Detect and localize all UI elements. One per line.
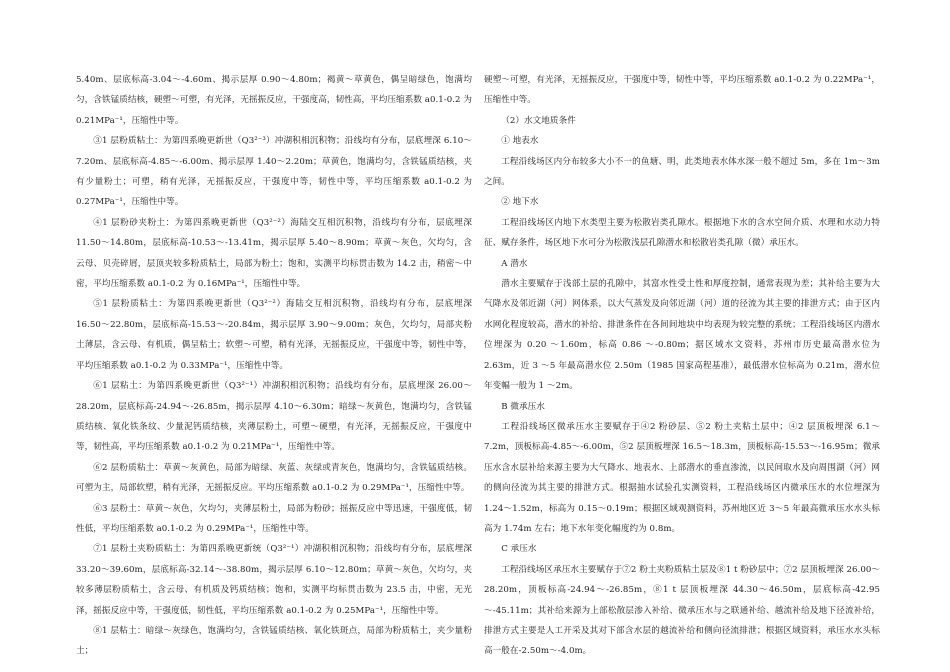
section-heading: （2）水文地质条件 (501, 115, 576, 126)
paragraph: ③1 层粉质粘土：为第四系晚更新世（Q3²⁻³）冲湖积相沉积物；沿线均有分布，层底埋深 6.10～7.20m、层底标高-4.85～-6.00m、揭示层厚 1.40～2.20m；草黄色，饱满均匀，含铁锰质结核，夹有少量粉土；可塑，稍有光泽，无摇振反应，干强度中等，韧性中等，平均压缩系数 a0.1-0.2 为 0.27MPa⁻¹，压缩性中等。 (76, 136, 472, 208)
paragraph: ⑦1 层粉土夹粉质粘土：为第四系晚更新统（Q3²⁻¹）冲湖积相沉积物；沿线均有分布，层底埋深 33.20～39.60m，层底标高-32.14～-38.80m，揭示层厚 6.10～12.80m；草黄～灰色，欠均匀，夹较多薄层粉质粘土，含云母、有机质及钙质结核；饱和，实测平均标贯击数为 23.5 击，中密，无光泽，摇振反应中等，干强度低，韧性低，平均压缩系数 a0.1-0.2 为 0.25MPa⁻¹，压缩性中等。 (76, 544, 472, 616)
right-column (484, 70, 880, 662)
paragraph: ⑥3 层粉土：草黄～灰色，欠均匀，夹薄层粉土，局部为粉砂；摇振反应中等迅速，干强度低，韧性低，平均压缩系数 a0.1-0.2 为 0.29MPa⁻¹，压缩性中等。 (76, 503, 472, 534)
subsection-heading: ① 地表水 (501, 136, 539, 147)
subsection-heading: B 微承压水 (501, 401, 545, 412)
paragraph: 工程沿线场区内分布较多大小不一的鱼塘、明，此类地表水体水深一般不超过 5m，多在 1m～3m 之间。 (484, 156, 880, 188)
paragraph: 工程沿线场区承压水主要赋存于⑦2 粉土夹粉质粘土层及⑧1 t 粉砂层中；⑦2 层顶板埋深 26.00～28.20m，顶板标高-24.94～-26.85m，⑧1 t 层顶板埋深 44.30～46.50m，层底标高-42.95～-45.11m；其补给来源为上部松散层渗入补给、微承压水与之联通补给、越流补给及地下径流补给，排泄方式主要是人工开采及其对下部含水层的越流补给和侧向径流排泄；根据区域资料，承压水水头标高一般在-2.50m～-4.0m。 (484, 564, 880, 657)
paragraph: ⑥1 层粘土：为第四系晚更新世（Q3²⁻¹）冲湖积相沉积物；沿线均有分布，层底埋深 26.00～28.20m，层底标高-24.94～-26.85m，揭示层厚 4.10～6.30m；暗绿～灰黄色，饱满均匀，含铁锰质结核、氧化铁条纹、少量泥钙质结核，夹薄层粉土，可塑～硬塑，有光泽，无摇振反应，干强度中等，韧性高，平均压缩系数 a0.1-0.2 为 0.21MPa⁻¹，压缩性中等。 (76, 381, 472, 453)
left-column (76, 70, 472, 662)
paragraph: ⑥2 层粉质粘土：草黄～灰黄色，局部为暗绿、灰蓝、灰绿或青灰色，饱满均匀，含铁锰质结核。可塑为主，局部软塑，稍有光泽，无摇振反应。平均压缩系数 a0.1-0.2 为 0.29MPa⁻¹，压缩性中等。 (76, 462, 472, 494)
paragraph: ⑧1 层粘土：暗绿～灰绿色，饱满均匀，含铁锰质结核、氧化铁斑点，局部为粉质粘土，夹少量粉土； (76, 625, 472, 657)
subsection-heading: C 承压水 (501, 544, 537, 555)
paragraph: 潜水主要赋存于浅部土层的孔隙中，其富水性受土性和厚度控制，通常表现为差；其补给主要为大气降水及邻近湖（河）网体系，以大气蒸发及向邻近湖（河）道的径流为其主要的排泄方式；由于区内水网化程度较高，潜水的补给、排泄条件在各间间地块中均表现为较完整的系统；工程沿线场区内潜水位埋深为 0.20 ～1.60m，标高 0.86 ～-0.80m；据区域水文资料，苏州市历史最高潜水位为 2.63m，近 3 ～5 年最高潜水位 2.50m（1985 国家高程基准），最低潜水位标高为 0.21m，潜水位年变幅一般为 1 ～2m。 (484, 279, 880, 392)
subsection-heading: A 潜水 (501, 258, 528, 269)
paragraph: ④1 层粉砂夹粉土：为第四系晚更新世（Q3²⁻²）海陆交互相沉积物，沿线均有分布，层底埋深 11.50～14.80m，层底标高-10.53～-13.41m，揭示层厚 5.40～8.90m；草黄～灰色，欠均匀，含云母、贝壳碎屑，层顶夹较多粉质粘土，局部为粉土；饱和，实测平均标贯击数为 14.2 击，稍密～中密，平均压缩系数 a0.1-0.2 为 0.16MPa⁻¹，压缩性中等。 (76, 217, 472, 290)
paragraph: 工程沿线场区内地下水类型主要为松散岩类孔隙水。根据地下水的含水空间介质、水理和水动力特征、赋存条件，场区地下水可分为松散浅层孔隙潜水和松散岩类孔隙（微）承压水。 (484, 217, 880, 249)
paragraph: 5.40m、层底标高-3.04～-4.60m、揭示层厚 0.90～4.80m；褐黄～草黄色，偶呈暗绿色，饱满均匀，含铁锰质结核，硬塑～可塑，有光泽，无摇振反应，干强度高，韧性高，平均压缩系数 a0.1-0.2 为 0.21MPa⁻¹，压缩性中等。 (76, 75, 472, 126)
paragraph: 硬塑～可塑，有光泽，无摇振反应，干强度中等，韧性中等，平均压缩系数 a0.1-0.2 为 0.22MPa⁻¹，压缩性中等。 (484, 75, 880, 106)
subsection-heading: ② 地下水 (501, 197, 539, 208)
paragraph: 工程沿线场区微承压水主要赋存于④2 粉砂层、⑤2 粉土夹粘土层中；④2 层顶板埋深 6.1～7.2m，顶板标高-4.85～-6.00m，⑤2 层顶板埋深 16.5～18.3m，顶板标高-15.53～-16.95m；微承压水含水层补给来源主要为大气降水、地表水、上部潜水的垂直渗流，以民间取水及向周围湖（河）网的侧向径流为其主要的排泄方式。根据抽水试验孔实测资料，工程沿线场区内微承压水的水位埋深为 1.24～1.52m，标高为 0.15～0.19m；根据区域观测资料，苏州地区近 3～5 年最高微承压水水头标高为 1.74m 左右；地下水年变化幅度约为 0.8m。 (484, 421, 880, 534)
paragraph: ⑤1 层粉质粘土：为第四系晚更新世（Q3²⁻²）海陆交互相沉积物，沿线均有分布，层底埋深 16.50～22.80m，层底标高-15.53～-20.84m，揭示层厚 3.90～9.00m；灰色，欠均匀，局部夹粉土薄层，含云母、有机质，偶呈粘土；软塑～可塑，稍有光泽，无摇振反应，干强度中等，韧性中等，平均压缩系数 a0.1-0.2 为 0.33MPa⁻¹，压缩性中等。 (76, 299, 472, 371)
